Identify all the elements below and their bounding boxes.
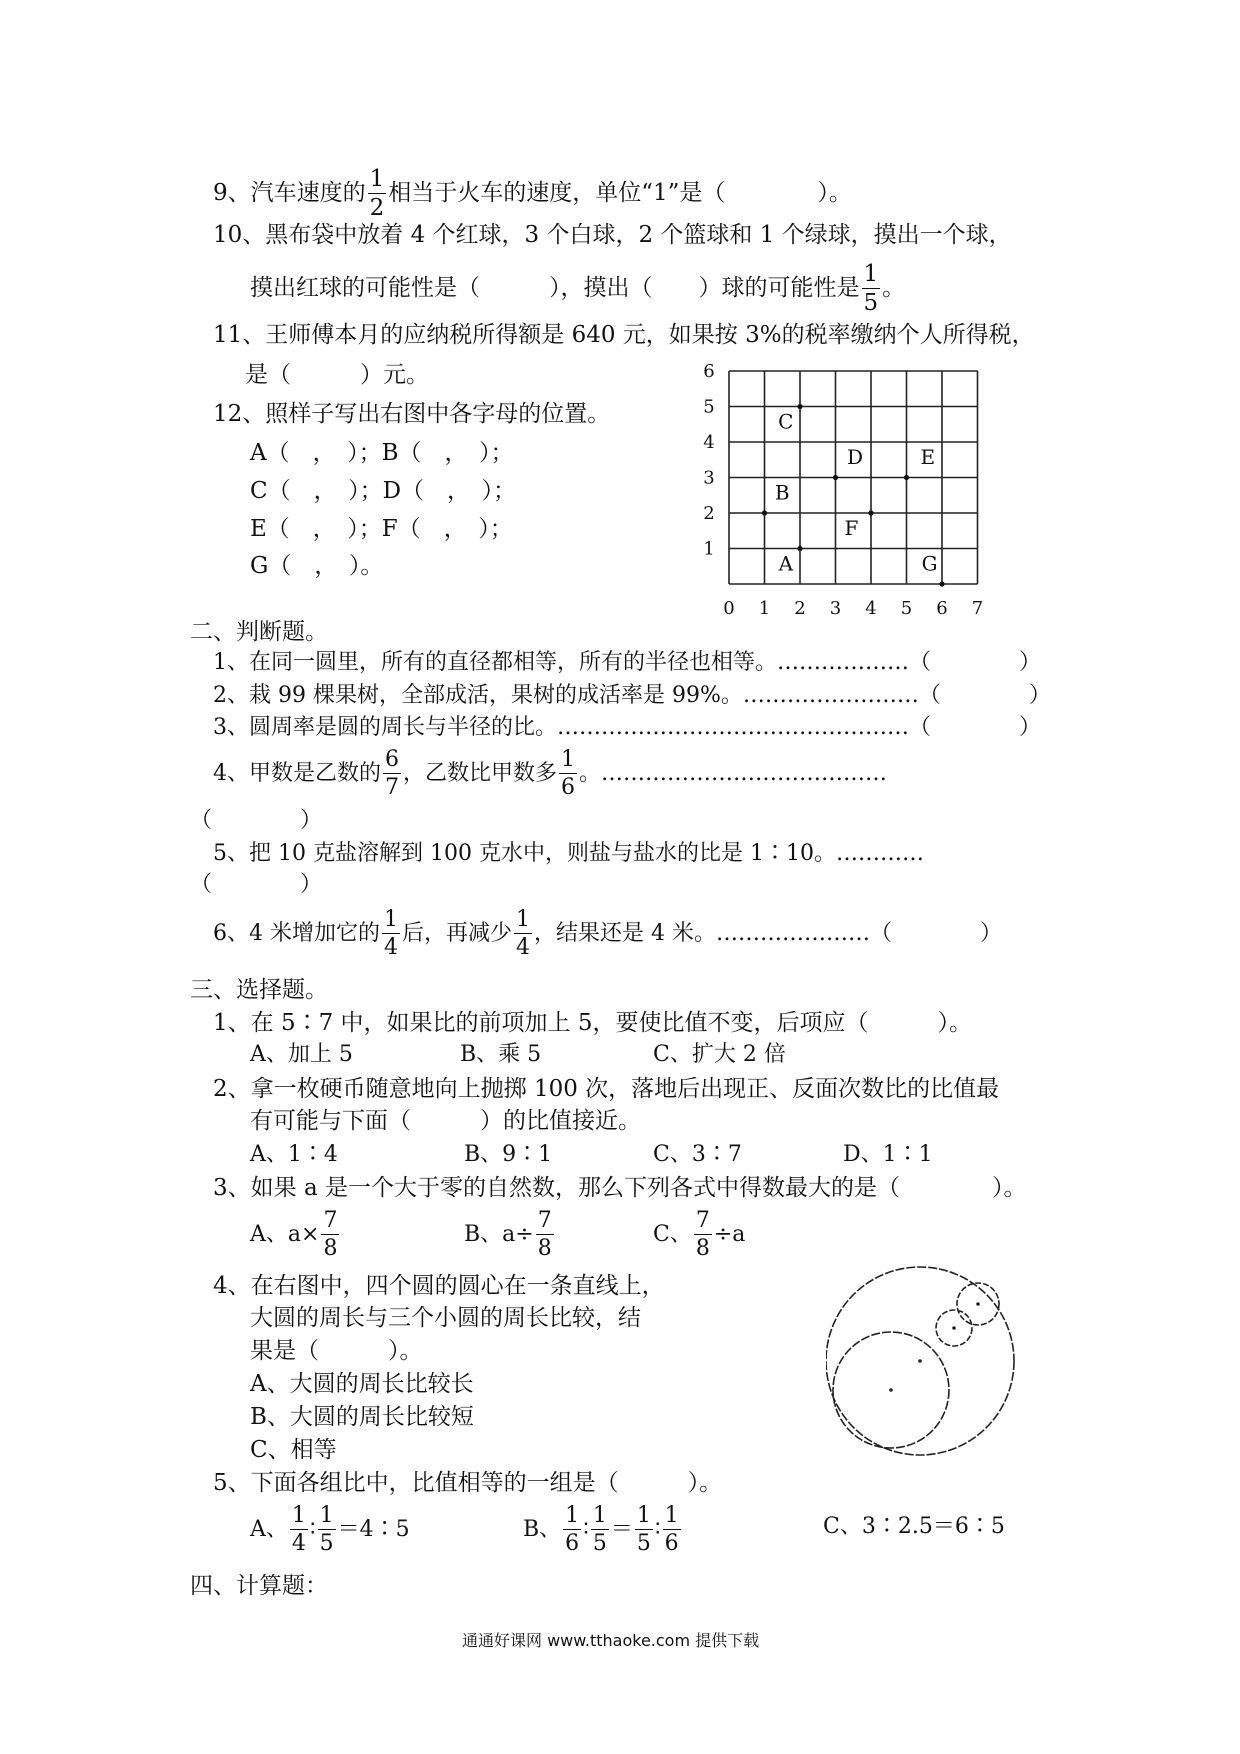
judge-5-paren: （ ） [190,872,323,897]
judge-6: 6、4 米增加它的 $\frac{1}{4}$ 后，再减少 $\frac{1}{4}$ ，结果还是 4 米。…………………（ ） [213,907,1002,960]
x-tick-label: 5 [900,598,913,618]
choice-3-option-b: B、a÷ $\frac{7}{8}$ [464,1208,552,1261]
choice-1-option-b: B、乘 5 [460,1042,542,1067]
q12-row-3: E（ ， ）；F（ ， ）； [250,516,513,542]
grid-point [833,475,838,480]
q10-fraction: $\frac{1}{5}$ [863,261,879,316]
judge-4: 4、甲数是乙数的 $\frac{6}{7}$ ，乙数比甲数多 $\frac{1}{6}$ 。………………………………… [213,747,888,800]
choice-5: 5、下面各组比中，比值相等的一组是（ ）。 [213,1470,723,1496]
question-11-line2: 是（ ）元。 [245,362,429,388]
grid-point [762,510,767,515]
x-tick-label: 1 [758,598,771,618]
choice-2-option-a: A、1∶4 [250,1142,338,1167]
question-9 [213,168,852,220]
q9-fraction: $\frac{1}{2}$ [369,166,385,221]
question-10-line1: 10、黑布袋中放着 4 个红球，3 个白球，2 个篮球和 1 个绿球，摸出一个球， [213,222,1012,248]
y-tick-label: 3 [703,467,715,489]
x-tick-label: 7 [971,598,984,618]
x-tick-label: 0 [723,598,735,618]
center-dot-large [918,1359,922,1363]
q12-row-1: A（ ， ）；B（ ， ）； [250,440,514,466]
y-tick-label: 2 [703,503,715,524]
choice-3-option-a: A、a× $\frac{7}{8}$ [250,1208,338,1261]
circles-figure [826,1262,1026,1462]
grid-letter-e: E [920,445,936,470]
grid-point [797,404,802,409]
choice-4-line1: 4、在右图中，四个圆的圆心在一条直线上， [213,1273,665,1299]
choice-4-option-b: B、大圆的周长比较短 [250,1404,474,1430]
choice-3-option-c: C、 $\frac{7}{8}$ ÷a [653,1208,746,1261]
choice-4-option-c: C、相等 [250,1437,337,1463]
question-12-title: 12、照样子写出右图中各字母的位置。 [213,401,611,427]
choice-3: 3、如果 a 是一个大于零的自然数，那么下列各式中得数最大的是（ ）。 [213,1175,1027,1201]
q9-text-pre: 9、汽车速度的 [213,180,366,206]
grid-point [868,510,873,515]
x-tick-label: 2 [794,598,806,618]
choice-2-line1: 2、拿一枚硬币随意地向上抛掷 100 次，落地后出现正、反面次数比的比值最 [213,1076,1000,1102]
section-3-title: 三、选择题。 [190,977,328,1003]
x-tick-label: 3 [829,598,842,618]
grid-letter-f: F [844,516,859,541]
grid-letter-a: A [778,551,794,576]
judge-2: 2、栽 99 棵果树，全部成活，果树的成活率是 99%。……………………（ ） [213,683,1051,708]
center-dot-medium [889,1388,893,1392]
grid-point [939,581,944,586]
grid-letter-b: B [774,480,790,505]
choice-4-line3: 果是（ ）。 [250,1338,423,1364]
grid-letter-g: G [921,551,938,576]
question-11-line1: 11、王师傅本月的应纳税所得额是 640 元，如果按 3%的税率缴纳个人所得税， [213,322,1035,348]
grid-letter-c: C [778,409,794,434]
q12-row-2: C（ ， ）；D（ ， ）； [250,478,517,504]
choice-1-option-c: C、扩大 2 倍 [653,1042,786,1067]
q9-text-post: 相当于火车的速度，单位“1”是（ ）。 [388,180,852,206]
judge-5: 5、把 10 克盐溶解到 100 克水中，则盐与盐水的比是 1∶10。………… [213,841,924,866]
choice-2-line2: 有可能与下面（ ）的比值接近。 [250,1108,641,1134]
choice-5-option-b: B、 $\frac{1}{6}$ ∶ $\frac{1}{5}$ ＝ $\frac{1}{5}$ ∶ $\frac{1}{6}$ [523,1503,679,1556]
y-tick-label: 1 [703,538,715,560]
choice-2-option-b: B、9∶1 [464,1142,553,1167]
coordinate-grid-figure [690,358,1010,618]
section-4-title: 四、计算题： [190,1573,328,1599]
choice-1: 1、在 5∶7 中，如果比的前项加上 5，要使比值不变，后项应（ ）。 [213,1010,972,1036]
choice-4-option-a: A、大圆的周长比较长 [250,1371,474,1397]
choice-2-option-d: D、1∶1 [843,1142,933,1167]
grid-letter-d: D [847,445,864,470]
judge-3: 3、圆周率是圆的周长与半径的比。…………………………………………（ ） [213,715,1041,740]
center-dot-small-2 [976,1302,980,1306]
judge-4-paren: （ ） [190,808,323,833]
choice-5-option-a: A、 $\frac{1}{4}$ ∶ $\frac{1}{5}$ ＝4∶5 [250,1503,410,1556]
section-2-title: 二、判断题。 [190,619,328,645]
question-10-line2: 摸出红球的可能性是（ ），摸出（ ）球的可能性是 $\frac{1}{5}$ 。 [250,261,906,316]
y-tick-label: 4 [703,432,715,453]
q12-row-4: G（ ， ）。 [250,553,384,579]
x-tick-label: 4 [865,598,877,618]
page-footer: 通通好课网 www.tthaoke.com 提供下载 [462,1631,760,1650]
grid-point [904,475,909,480]
judge-1: 1、在同一圆里，所有的直径都相等，所有的半径也相等。………………（ ） [213,650,1041,675]
center-dot-small-1 [952,1326,956,1330]
choice-2-option-c: C、3∶7 [653,1142,742,1167]
choice-4-line2: 大圆的周长与三个小圆的周长比较，结 [250,1305,641,1331]
choice-5-option-c: C、3∶2.5＝6∶5 [823,1514,1005,1539]
grid-point [797,546,802,551]
choice-1-option-a: A、加上 5 [250,1042,353,1067]
y-tick-label: 5 [703,396,715,418]
y-tick-label: 6 [703,361,715,382]
x-tick-label: 6 [936,598,948,618]
